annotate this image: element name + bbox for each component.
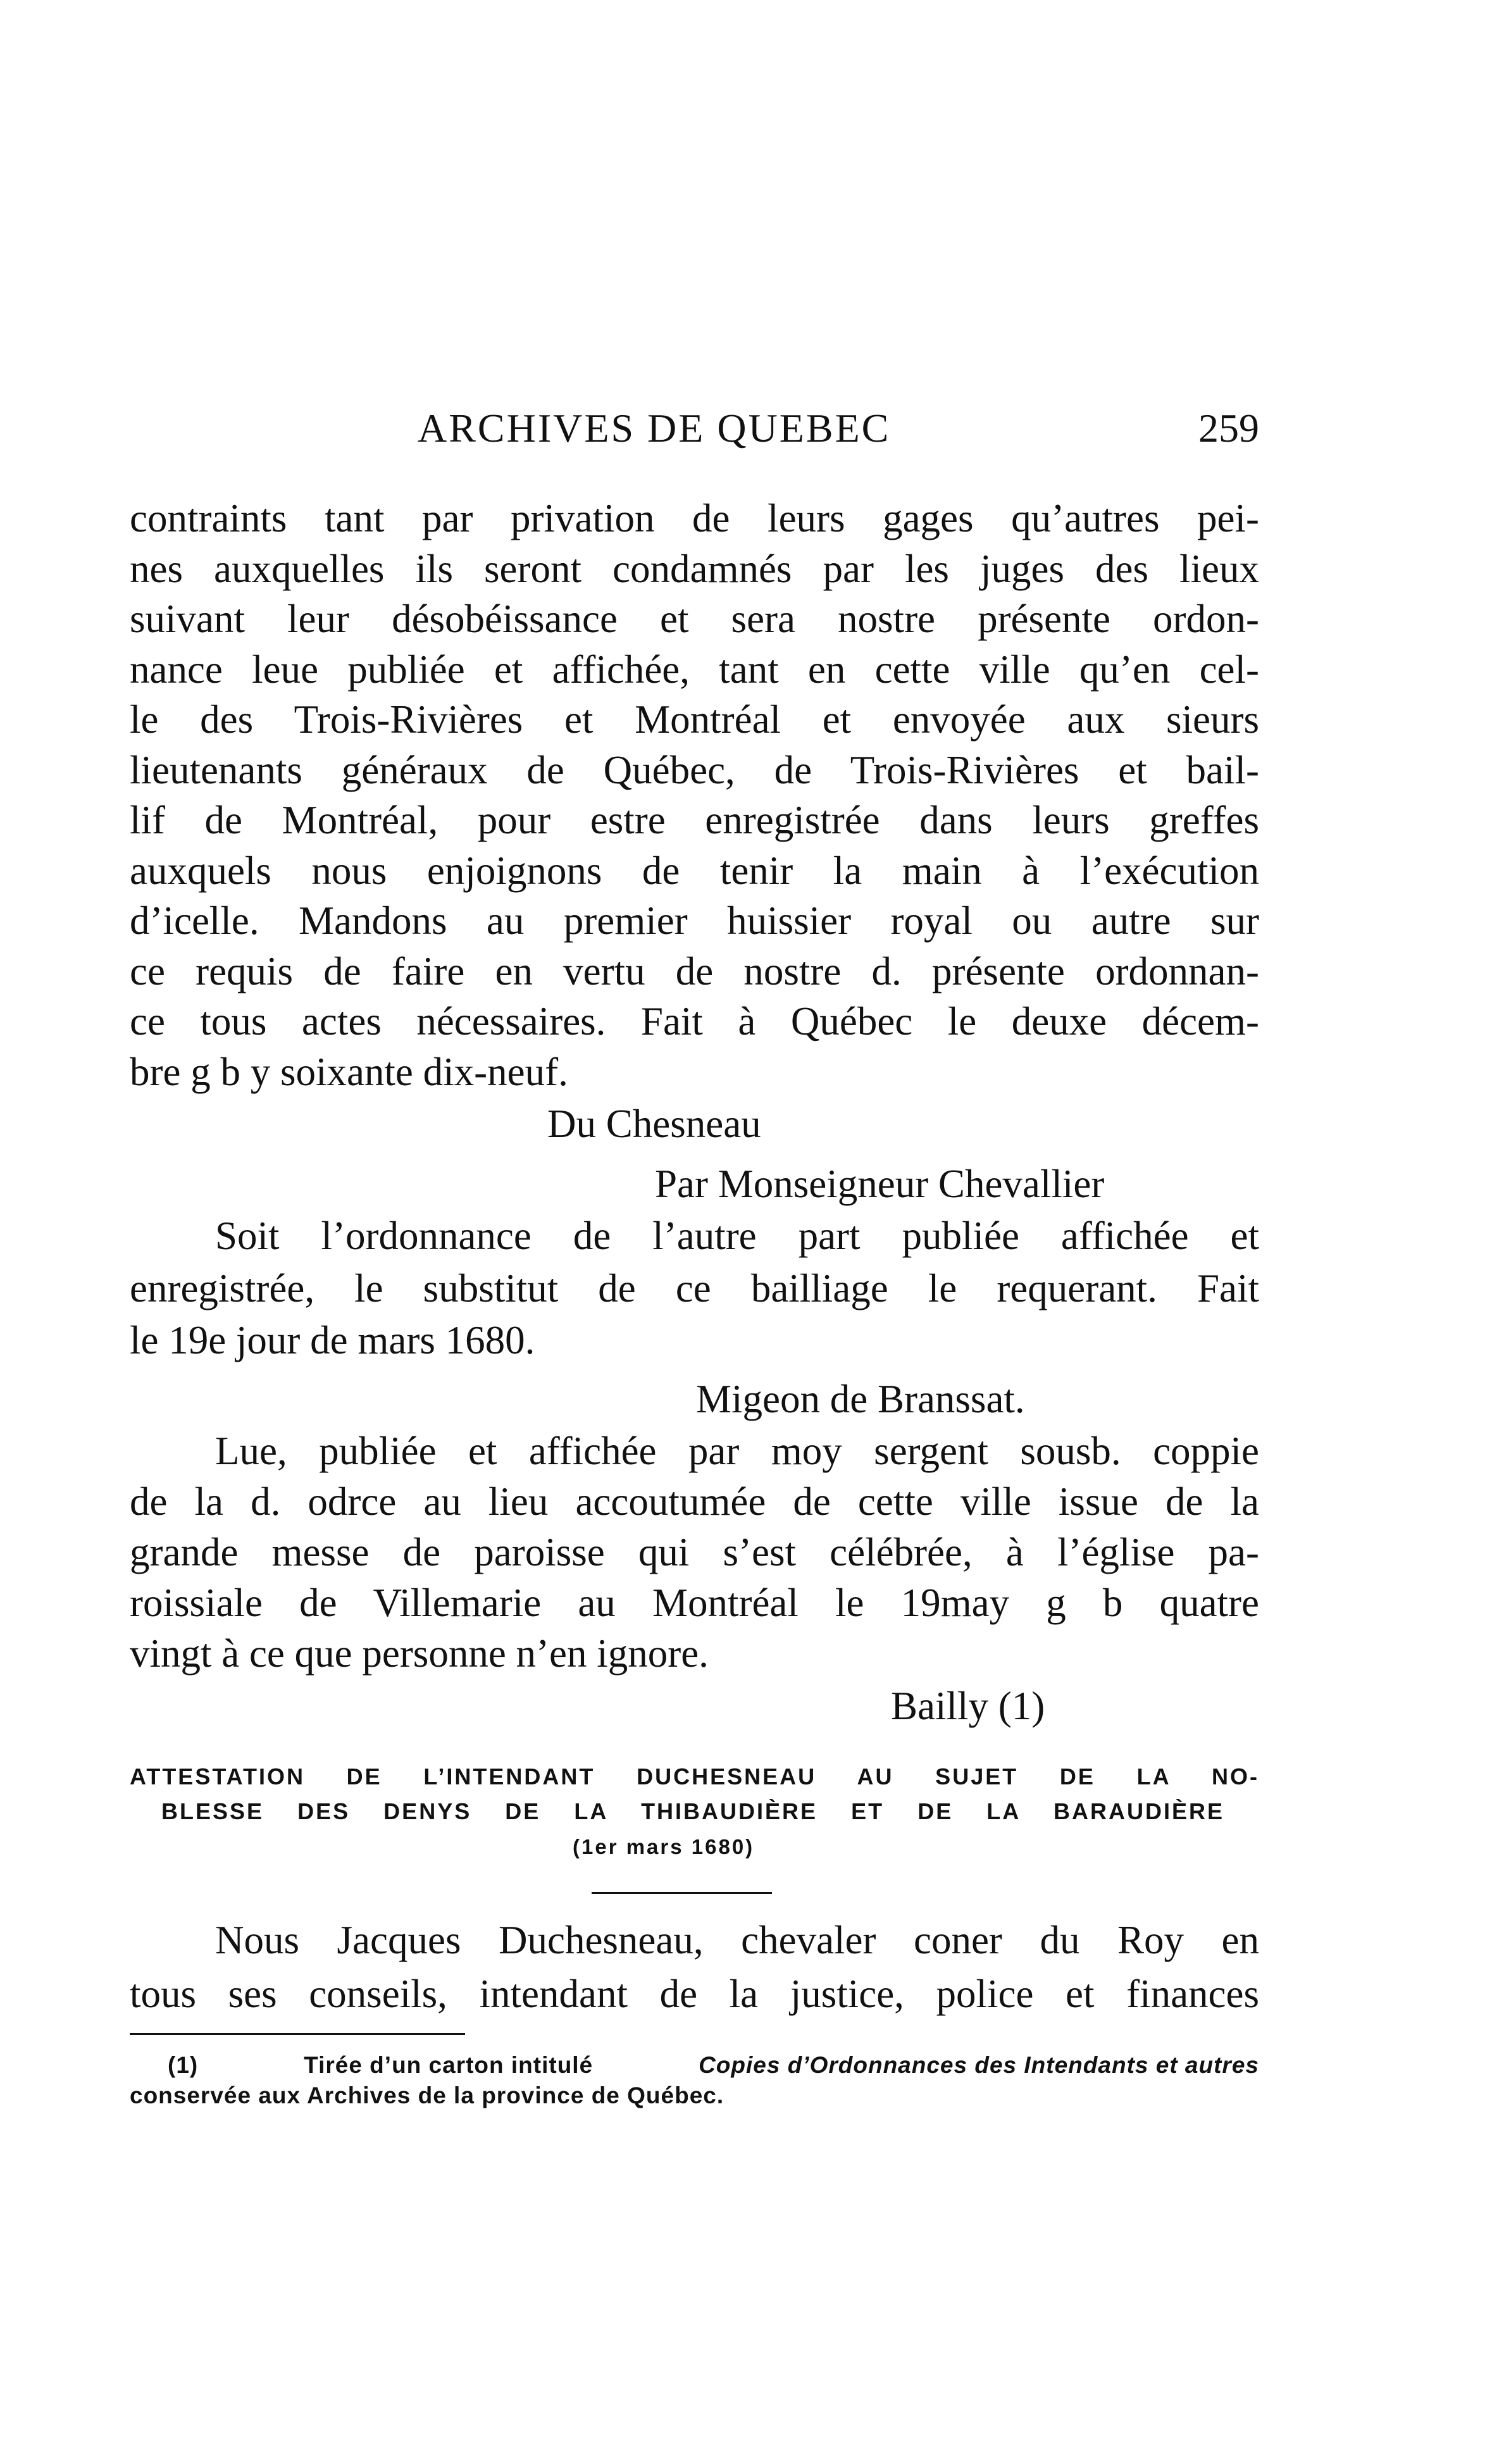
section-heading-line: ATTESTATION DE L’INTENDANT DUCHESNEAU AU SUJET DE LA NO- <box>130 1764 1259 1789</box>
footnote-rule <box>130 2033 465 2035</box>
signature-par-monseigneur: Par Monseigneur Chevallier <box>655 1162 1105 1206</box>
section-heading-date: (1er mars 1680) <box>573 1835 755 1858</box>
text-line: auxquels nous enjoignons de tenir la main à l’exécution <box>130 849 1259 893</box>
text-line: roissiale de Villemarie au Montréal le 19may g b quatre <box>130 1581 1259 1625</box>
running-header <box>133 405 1259 456</box>
running-title: ARCHIVES DE QUEBEC <box>418 406 891 451</box>
text-line: tous ses conseils, intendant de la justice, police et finances <box>130 1972 1259 2016</box>
signature-bailly: Bailly (1) <box>891 1684 1045 1728</box>
text-line: de la d. odrce au lieu accoutumée de cette ville issue de la <box>130 1479 1259 1524</box>
signature-du-chesneau: Du Chesneau <box>547 1102 761 1146</box>
text-line: bre g b y soixante dix-neuf. <box>130 1050 568 1094</box>
page-number: 259 <box>1198 406 1259 451</box>
text-line: Nous Jacques Duchesneau, chevaler coner du Roy en <box>215 1918 1259 1962</box>
footnote-line: conservée aux Archives de la province de Québec. <box>130 2082 724 2108</box>
footnote-line <box>168 2053 1259 2077</box>
text-line: le des Trois-Rivières et Montréal et envoyée aux sieurs <box>130 697 1259 742</box>
text-line: suivant leur désobéissance et sera nostre présente ordon- <box>130 597 1259 641</box>
footnote-marker: (1) <box>168 2052 199 2078</box>
text-line: vingt à ce que personne n’en ignore. <box>130 1631 709 1676</box>
text-line: Lue, publiée et affichée par moy sergent sousb. coppie <box>215 1429 1259 1473</box>
text-line: ce tous actes nécessaires. Fait à Québec le deuxe décem- <box>130 999 1259 1043</box>
text-line: contraints tant par privation de leurs gages qu’autres pei- <box>130 496 1259 540</box>
footnote-text: Tirée d’un carton intitulé <box>304 2052 594 2078</box>
text-line: nance leue publiée et affichée, tant en cette ville qu’en cel- <box>130 647 1259 692</box>
section-heading-line: BLESSE DES DENYS DE LA THIBAUDIÈRE ET DE LA BARAUDIÈRE <box>161 1798 1224 1824</box>
text-line: enregistrée, le substitut de ce bailliage le requerant. Fait <box>130 1266 1259 1310</box>
text-line: lieutenants généraux de Québec, de Trois-Rivières et bail- <box>130 748 1259 792</box>
text-line: Soit l’ordonnance de l’autre part publiée affichée et <box>215 1214 1259 1258</box>
text-line: d’icelle. Mandons au premier huissier royal ou autre sur <box>130 899 1259 943</box>
footnote-title: Copies d’Ordonnances des Intendants et autres <box>699 2052 1259 2078</box>
section-divider <box>592 1892 772 1894</box>
text-line: ce requis de faire en vertu de nostre d. présente ordonnan- <box>130 949 1259 993</box>
text-line: nes auxquelles ils seront condamnés par les juges des lieux <box>130 547 1259 591</box>
text-line: grande messe de paroisse qui s’est célébrée, à l’église pa- <box>130 1530 1259 1574</box>
text-line: le 19e jour de mars 1680. <box>130 1318 535 1362</box>
text-line: lif de Montréal, pour estre enregistrée dans leurs greffes <box>130 798 1259 842</box>
signature-migeon-de-branssat: Migeon de Branssat. <box>696 1377 1025 1421</box>
